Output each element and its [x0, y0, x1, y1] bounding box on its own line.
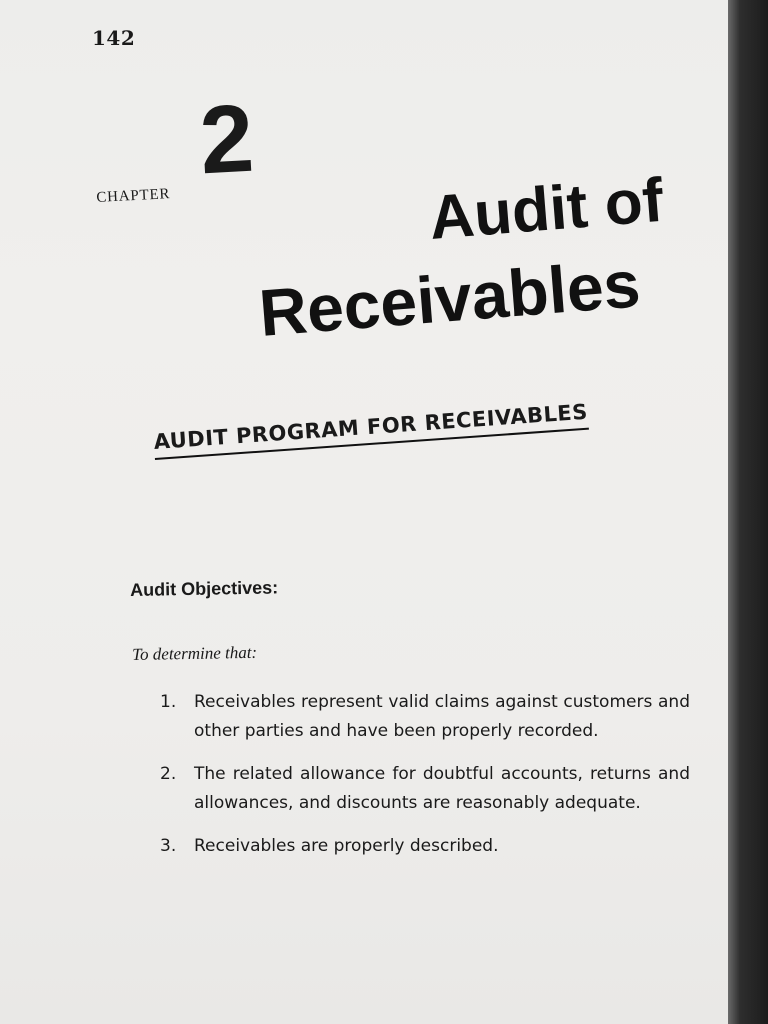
- objective-number: 3.: [160, 836, 177, 856]
- objective-number: 1.: [160, 692, 177, 712]
- chapter-title-line-2: Receivables: [256, 246, 643, 350]
- section-heading: AUDIT PROGRAM FOR RECEIVABLES: [153, 400, 589, 460]
- objective-number: 2.: [160, 764, 177, 784]
- objectives-heading: Audit Objectives:: [130, 577, 279, 600]
- page-number: 142: [92, 26, 136, 50]
- objectives-intro: To determine that:: [132, 642, 258, 664]
- objective-text: The related allowance for doubtful accounts, returns and allowances, and discounts are reasonably adequate.: [194, 764, 690, 813]
- objective-text: Receivables are properly described.: [194, 836, 499, 856]
- objective-text: Receivables represent valid claims against customers and other parties and have been properly recorded.: [194, 692, 690, 741]
- objective-item-1: [160, 688, 690, 746]
- chapter-number: 2: [197, 84, 257, 195]
- chapter-label: CHAPTER: [96, 186, 171, 206]
- objective-item-2: [160, 760, 690, 818]
- objective-list: [160, 688, 690, 875]
- book-binding-edge: [728, 0, 768, 1024]
- chapter-title-line-1: Audit of: [426, 165, 666, 253]
- objective-item-3: [160, 832, 690, 861]
